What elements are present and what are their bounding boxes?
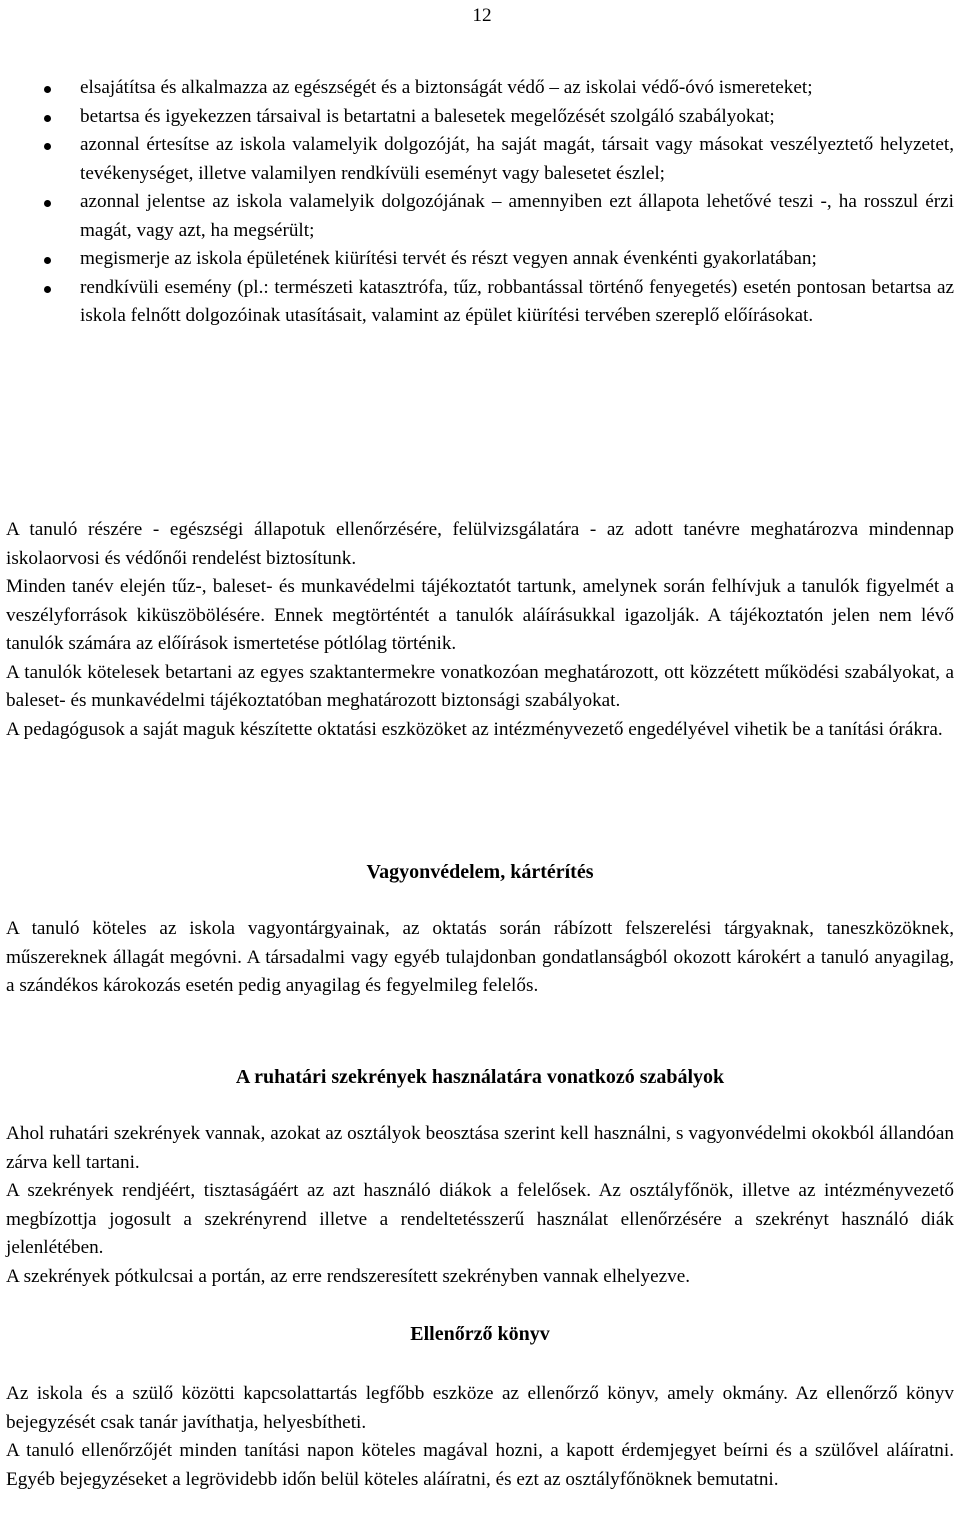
list-item bbox=[0, 74, 960, 103]
list-item-text: azonnal értesítse az iskola valamelyik dolgozóját, ha saját magát, társait vagy másokat veszélyeztető helyzetet, tevékenységet, illetve valamilyen rendkívüli eseményt vagy balesetet észlel; bbox=[80, 134, 954, 184]
section-heading-report-book: Ellenőrző könyv bbox=[410, 1323, 550, 1345]
bullet-icon bbox=[44, 143, 51, 150]
list-item-text: betartsa és igyekezzen társaival is betartatni a balesetek megelőzését szolgáló szabályokat; bbox=[80, 105, 775, 127]
property-protection-section bbox=[6, 915, 954, 1001]
paragraph: A tanulók kötelesek betartani az egyes szaktantermekre vonatkozóan meghatározott, ott közzétett működési szabályokat, a baleset- és munkavédelmi tájékoztatóban meghatározott biztonsági szabályokat. bbox=[6, 661, 954, 711]
paragraph: A tanuló részére - egészségi állapotuk ellenőrzésére, felülvizsgálatára - az adott tanévre meghatározva mindennap iskolaorvosi és védőnői rendelést biztosítunk. bbox=[6, 519, 954, 569]
list-item-text: rendkívüli esemény (pl.: természeti katasztrófa, tűz, robbantással történő fenyegetés) esetén pontosan betartsa az iskola felnőtt dolgozóinak utasításait, valamint az épület kiürítési tervében szereplő előírásokat. bbox=[80, 276, 954, 326]
bullet-icon bbox=[44, 200, 51, 207]
paragraph: Minden tanév elején tűz-, baleset- és munkavédelmi tájékoztatót tartunk, amelynek során felhívjuk a tanulók figyelmét a veszélyforrások kiküszöbölésére. Ennek megtörténtét a tanulók aláírásukkal igazolják. A tájékoztatón jelen nem lévő tanulók számára az előírások ismertetése pótlólag történik. bbox=[6, 576, 954, 654]
list-item bbox=[0, 274, 960, 331]
list-item-text: azonnal jelentse az iskola valamelyik dolgozójának – amennyiben ezt állapota lehetővé teszi -, ha rosszul érzi magát, vagy azt, ha megsérült; bbox=[80, 191, 954, 241]
paragraph: A tanuló köteles az iskola vagyontárgyainak, az oktatás során rábízott felszerelési tárgyaknak, taneszközöknek, műszereknek állagát megóvni. A társadalmi vagy egyéb tulajdonban gondatlanságból okozott károkért a tanuló anyagilag, a szándékos károkozás esetén pedig anyagilag és fegyelmileg felelős. bbox=[6, 918, 954, 996]
lockers-section bbox=[6, 1120, 954, 1291]
list-item bbox=[0, 131, 960, 188]
bullet-icon bbox=[44, 86, 51, 93]
bullet-icon bbox=[44, 115, 51, 122]
bullet-icon bbox=[44, 286, 51, 293]
list-item bbox=[0, 188, 960, 245]
bullet-icon bbox=[44, 257, 51, 264]
report-book-section bbox=[6, 1380, 954, 1494]
paragraph: A szekrények rendjéért, tisztaságáért az azt használó diákok a felelősek. Az osztályfőnök, illetve az intézményvezető megbízottja jogosult a szekrényrend illetve a rendeltetésszerű használat ellenőrzésére a szekrényt használó diák jelenlétében. bbox=[6, 1180, 954, 1258]
section-heading-lockers: A ruhatári szekrények használatára vonatkozó szabályok bbox=[235, 1066, 725, 1088]
list-item-text: elsajátítsa és alkalmazza az egészségét és a biztonságát védő – az iskolai védő-óvó ismereteket; bbox=[80, 77, 813, 98]
page-number: 12 bbox=[472, 5, 492, 26]
paragraph: Ahol ruhatári szekrények vannak, azokat az osztályok beosztása szerint kell használni, s vagyonvédelmi okokból állandóan zárva kell tartani. bbox=[6, 1123, 954, 1173]
paragraph: A pedagógusok a saját maguk készítette oktatási eszközöket az intézményvezető engedélyével vihetik be a tanítási órákra. bbox=[6, 718, 943, 740]
list-item bbox=[0, 103, 960, 132]
health-safety-section bbox=[6, 516, 954, 744]
list-item-text: megismerje az iskola épületének kiürítési tervét és részt vegyen annak évenkénti gyakorlatában; bbox=[80, 248, 817, 269]
safety-rules-list bbox=[0, 74, 960, 331]
paragraph: A szekrények pótkulcsai a portán, az erre rendszeresített szekrényben vannak elhelyezve. bbox=[6, 1265, 691, 1287]
paragraph: A tanuló ellenőrzőjét minden tanítási napon köteles magával hozni, a kapott érdemjegyet beírni és a szülővel aláíratni. Egyéb bejegyzéseket a legrövidebb időn belül köteles aláíratni, és ezt az osztályfőnöknek bemutatni. bbox=[6, 1440, 954, 1490]
paragraph: Az iskola és a szülő közötti kapcsolattartás legfőbb eszköze az ellenőrző könyv, amely okmány. Az ellenőrző könyv bejegyzését csak tanár javíthatja, helyesbítheti. bbox=[6, 1383, 954, 1433]
list-item bbox=[0, 245, 960, 274]
section-heading-property-protection: Vagyonvédelem, kártérítés bbox=[366, 861, 594, 883]
